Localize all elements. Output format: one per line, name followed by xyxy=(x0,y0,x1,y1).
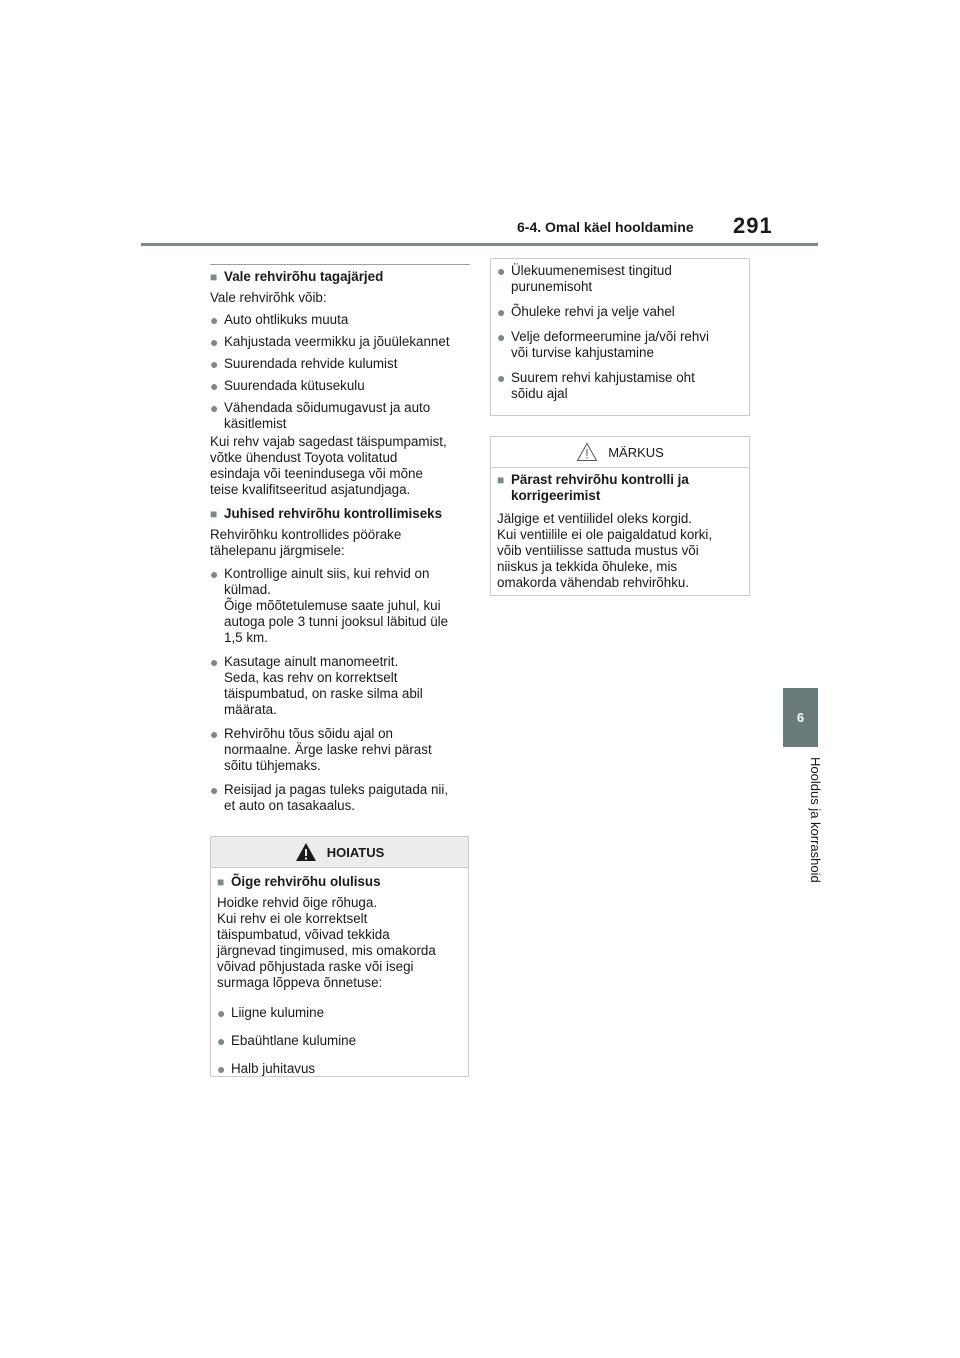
header-divider xyxy=(141,243,818,246)
list-item: ● Liigne kulumine xyxy=(217,1005,325,1021)
round-bullet-icon: ● xyxy=(210,782,219,798)
list-item: ● Kahjustada veermikku ja jõuülekannet xyxy=(210,334,450,350)
notice-heading: ■ Pärast rehvirõhu kontrolli ja korrigeerimist xyxy=(497,472,689,503)
round-bullet-icon: ● xyxy=(210,356,219,372)
list-item: ● Velje deformeerumine ja/või rehvi või turvise kahjustamine xyxy=(497,329,709,360)
list-item: ● Õhuleke rehvi ja velje vahel xyxy=(497,304,675,320)
round-bullet-icon: ● xyxy=(497,329,506,345)
round-bullet-icon: ● xyxy=(210,400,219,416)
warning-continuation-body xyxy=(491,259,749,415)
chapter-label: Hooldus ja korrashoid xyxy=(808,757,823,883)
round-bullet-icon: ● xyxy=(497,304,506,320)
square-bullet-icon: ■ xyxy=(210,270,218,284)
square-bullet-icon: ■ xyxy=(217,875,225,889)
warning-triangle-icon xyxy=(295,842,317,862)
caution-triangle-icon xyxy=(576,442,598,462)
warning-body xyxy=(211,868,468,1093)
round-bullet-icon: ● xyxy=(210,726,219,742)
notice-body xyxy=(491,468,749,601)
section-divider xyxy=(210,264,470,265)
warning-box xyxy=(210,836,469,1077)
round-bullet-icon: ● xyxy=(497,263,506,279)
intro-text: Vale rehvirõhk võib: xyxy=(210,290,327,305)
warning-text: Hoidke rehvid õige rõhuga. Kui rehv ei ole korrektselt täispumbatud, võivad tekkida järgnevad tingimused, mis omakorda võivad põhjustada raske või isegi surmaga lõppeva õnnetuse: xyxy=(217,895,436,990)
round-bullet-icon: ● xyxy=(210,566,219,582)
round-bullet-icon: ● xyxy=(497,370,506,386)
chapter-tab[interactable] xyxy=(783,688,818,747)
round-bullet-icon: ● xyxy=(210,378,219,394)
round-bullet-icon: ● xyxy=(217,1061,226,1077)
round-bullet-icon: ● xyxy=(210,334,219,350)
list-item: ● Auto ohtlikuks muuta xyxy=(210,312,349,328)
list-item: ● Rehvirõhu tõus sõidu ajal on normaalne. Ärge laske rehvi pärast sõitu tühjemaks. xyxy=(210,726,432,773)
notice-title: MÄRKUS xyxy=(608,444,664,460)
list-item: ● Vähendada sõidumugavust ja auto käsitlemist xyxy=(210,400,431,431)
list-item: ● Kontrollige ainult siis, kui rehvid on külmad. Õige mõõtetulemuse saate juhul, kui autoga pole 3 tunni jooksul läbitud üle 1,5 km. xyxy=(210,566,449,645)
page-number: 291 xyxy=(733,213,773,238)
chapter-number: 6 xyxy=(796,710,805,725)
list-item: ● Suurem rehvi kahjustamise oht sõidu ajal xyxy=(497,370,695,401)
warning-title: HOIATUS xyxy=(326,844,385,860)
intro-text: Rehvirõhku kontrollides pöörake tähelepanu järgmisele: xyxy=(210,527,402,558)
list-item: ● Halb juhitavus xyxy=(217,1061,316,1077)
square-bullet-icon: ■ xyxy=(497,473,505,487)
heading-consequences: ■ Vale rehvirõhu tagajärjed xyxy=(210,269,384,284)
list-item: ● Kasutage ainult manomeetrit. Seda, kas rehv on korrektselt täispumbatud, on raske silma abil määrata. xyxy=(210,654,423,717)
list-item: ● Ülekuumenemisest tingitud purunemisoht xyxy=(497,263,672,294)
warning-header xyxy=(211,837,468,868)
square-bullet-icon: ■ xyxy=(210,507,218,521)
notice-header xyxy=(491,437,749,468)
paragraph: Kui rehv vajab sagedast täispumpamist, võtke ühendust Toyota volitatud esindaja või teenindusega või mõne teise kvalifitseeritud asjatundjaga. xyxy=(210,434,447,497)
notice-box xyxy=(490,436,750,596)
section-title: 6-4. Omal käel hooldamine xyxy=(517,219,694,235)
round-bullet-icon: ● xyxy=(210,654,219,670)
round-bullet-icon: ● xyxy=(217,1033,226,1049)
list-item: ● Reisijad ja pagas tuleks paigutada nii, et auto on tasakaalus. xyxy=(210,782,449,813)
notice-text: Jälgige et ventiilidel oleks korgid. Kui ventiilile ei ole paigaldatud korki, võib ventiilisse sattuda mustus või niiskus ja tekkida õhuleke, mis omakorda vähendab rehvirõhku. xyxy=(497,511,713,590)
warning-continuation-box xyxy=(490,258,750,416)
warning-heading: ■ Õige rehvirõhu olulisus xyxy=(217,874,381,889)
round-bullet-icon: ● xyxy=(210,312,219,328)
left-column xyxy=(210,264,470,820)
heading-instructions: ■ Juhised rehvirõhu kontrollimiseks xyxy=(210,506,443,521)
list-item: ● Suurendada rehvide kulumist xyxy=(210,356,398,372)
list-item: ● Ebaühtlane kulumine xyxy=(217,1033,357,1049)
list-item: ● Suurendada kütusekulu xyxy=(210,378,365,394)
round-bullet-icon: ● xyxy=(217,1005,226,1021)
